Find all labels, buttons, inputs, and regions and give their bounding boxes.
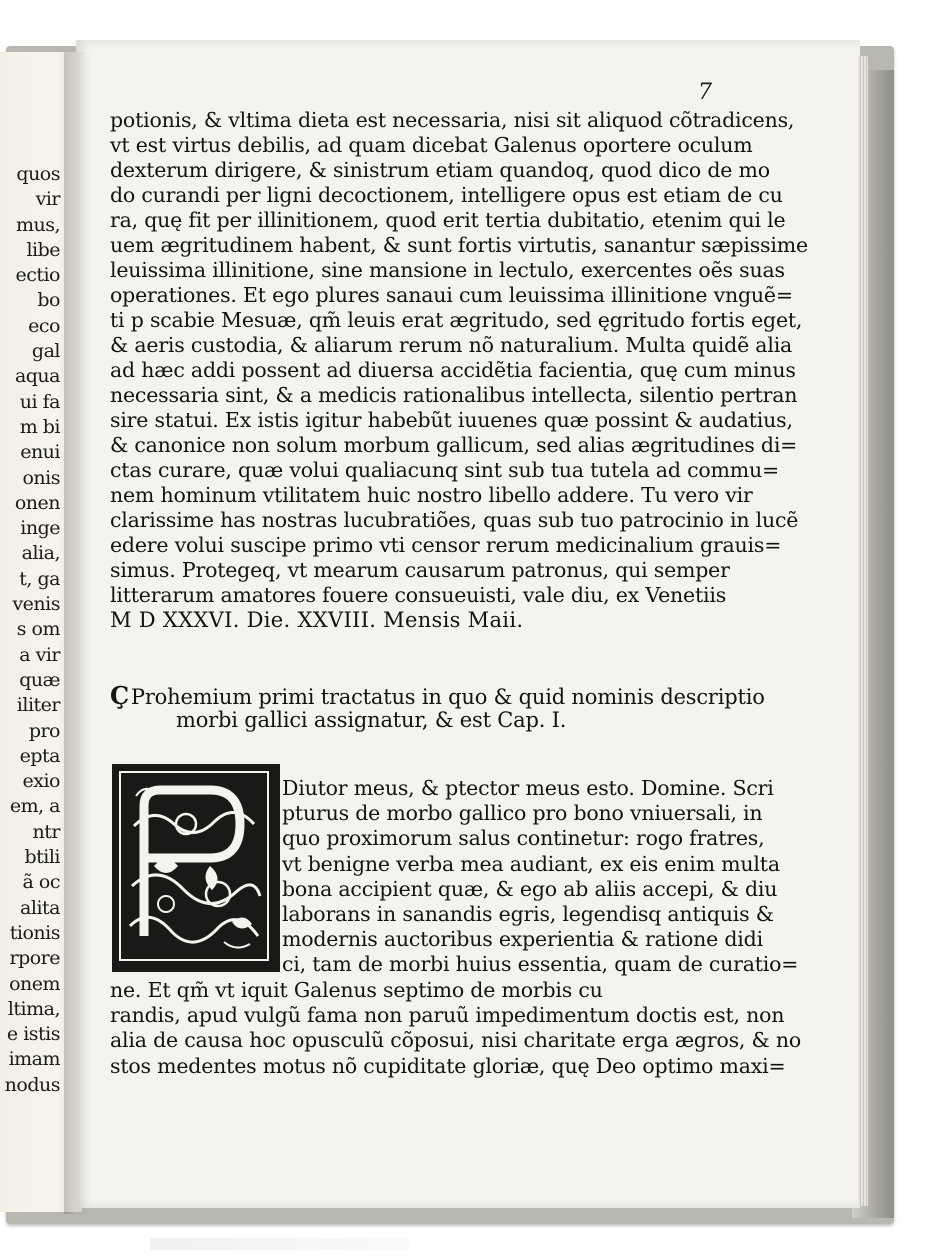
- body-text-line: & aeris custodia, & aliarum rerum nõ naturalium. Multa quidẽ alia: [110, 333, 793, 357]
- chapter-text-line: Diutor meus, & ptector meus esto. Domine. Scri: [282, 776, 774, 800]
- body-text-line: clarissime has nostras lucubratiões, quas sub tuo patrocinio in lucẽ: [110, 508, 799, 532]
- body-text-line: litterarum amatores fouere consueuisti, vale diu, ex Venetiis: [110, 583, 727, 607]
- left-page-fragment: ui fa: [19, 390, 60, 413]
- body-text-line: simus. Protegeq, vt mearum causarum patronus, qui semper: [110, 558, 730, 582]
- chapter-text-line: alia de causa hoc opusculũ cõposui, nisi charitate erga ægros, & no: [110, 1028, 802, 1053]
- page-number: 7: [698, 80, 712, 105]
- book-gutter: [64, 52, 90, 1214]
- left-page-fragment: mus,: [15, 213, 60, 236]
- body-text-line: sire statui. Ex istis igitur habebũt iuuenes quæ possint & audatius,: [110, 408, 793, 432]
- left-page-fragment: enui: [20, 441, 60, 464]
- body-text-line: dexterum dirigere, & sinistrum etiam quandoq, quod dico de mo: [110, 158, 770, 182]
- body-text-line: potionis, & vltima dieta est necessaria, nisi sit aliquod cõtradicens,: [110, 108, 795, 132]
- left-page-fragment: exio: [22, 770, 60, 793]
- left-page-fragment: tionis: [9, 921, 60, 944]
- body-text-line: uem ægritudinem habent, & sunt fortis virtutis, sanantur sæpissime: [110, 233, 808, 257]
- body-text-line: edere volui suscipe primo vti censor rerum medicinalium grauis=: [110, 533, 782, 557]
- chapter-text-line: quo proximorum salus continetur: rogo fratres,: [282, 826, 765, 851]
- body-text-line: ti p scabie Mesuæ, qm̃ leuis erat ægritudo, sed ęgritudo fortis eget,: [110, 308, 803, 332]
- left-page-text-fragments: [0, 162, 60, 1098]
- left-page-fragment: em, a: [9, 795, 60, 818]
- body-text-line: operationes. Et ego plures sanaui cum leuissima illinitione vnguẽ=: [110, 283, 793, 307]
- left-page-fragment: iliter: [16, 694, 60, 717]
- left-page-fragment: onem: [9, 972, 60, 995]
- left-page-fragment: a vir: [19, 643, 60, 666]
- chapter-text-line: modernis auctoribus experientia & ratione didi: [282, 927, 763, 952]
- left-page-fragment: imam: [8, 1048, 60, 1071]
- chapter-text-line: ci, tam de morbi huius essentia, quam de curatio=: [282, 952, 799, 977]
- body-text-line: necessaria sint, & a medicis rationalibus intellecta, silentio pertran: [110, 383, 798, 407]
- left-page-fragment: ectio: [15, 264, 60, 287]
- decorated-initial-woodcut: [112, 764, 280, 972]
- left-page-fragment: eco: [28, 314, 60, 337]
- chapter-text-line: pturus de morbo gallico pro bono vniuersali, in: [282, 801, 763, 826]
- body-text-line: & canonice non solum morbum gallicum, sed alias ægritudines di=: [110, 433, 798, 457]
- left-page-fragment: e istis: [6, 1023, 60, 1046]
- chapter-text-line: bona accipient quæ, & ego ab aliis accepi, & diu: [282, 876, 778, 901]
- left-page-fragment: nodus: [4, 1073, 60, 1096]
- left-page-fragment: epta: [19, 744, 60, 767]
- left-page-fragment: inge: [20, 517, 60, 540]
- chapter-text-line: ne. Et qm̃ vt iquit Galenus septimo de morbis cu: [110, 978, 603, 1002]
- left-page-fragment: quos: [16, 163, 60, 185]
- page-edges: [858, 56, 868, 1206]
- left-page-fragment: gal: [31, 340, 60, 363]
- body-text-line: ctas curare, quæ volui qualiacunq sint sub tua tutela ad commu=: [110, 458, 779, 482]
- pilcrow-mark: Ç: [110, 681, 129, 710]
- left-page-fragment: bo: [37, 289, 60, 312]
- chapter-text-line: randis, apud vulgũ fama non paruũ impedimentum doctis est, non: [110, 1003, 785, 1028]
- left-page-fragment: onen: [14, 491, 60, 514]
- body-text-line: ad hæc addi possent ad diuersa accidẽtia facientia, quę cum minus: [110, 358, 796, 382]
- body-text-line: do curandi per ligni decoctionem, intelligere opus est etiam de cu: [110, 183, 783, 207]
- body-text-line: nem hominum vtilitatem huic nostro libello addere. Tu vero vir: [110, 483, 753, 507]
- left-page-fragment: libe: [26, 238, 60, 261]
- left-page-fragment: venis: [12, 593, 60, 616]
- left-page-fragment: quæ: [19, 668, 60, 691]
- left-page-fragment: s om: [16, 618, 60, 641]
- left-page-fragment: alia,: [21, 542, 60, 565]
- chapter-text-line: stos medentes motus nõ cupiditate gloriæ, quę Deo optimo maxi=: [110, 1053, 786, 1078]
- left-page-fragment: onis: [22, 466, 60, 489]
- heading-line-1: [110, 683, 765, 710]
- left-page-fragment: ã oc: [22, 871, 60, 894]
- chapter-text-line: vt benigne verba mea audiant, ex eis enim multa: [282, 851, 780, 876]
- left-page-fragment: rpore: [9, 947, 60, 970]
- left-page-fragment: ntr: [32, 820, 60, 843]
- left-page-fragment: aqua: [14, 365, 60, 388]
- chapter-text-line: laborans in sanandis egris, legendisq antiquis &: [282, 902, 774, 926]
- left-page-fragment: btili: [24, 846, 60, 869]
- page-shadow: [150, 1238, 410, 1250]
- left-page-fragment: t, ga: [19, 567, 60, 590]
- heading-text-1: Prohemium primi tractatus in quo & quid nominis descriptio: [130, 685, 765, 709]
- date-line: M D XXXVI. Die. XXVIII. Mensis Maii.: [110, 608, 524, 632]
- left-page-fragment: pro: [28, 719, 60, 742]
- left-page-fragment: m bi: [19, 415, 60, 438]
- left-page-fragment: vir: [35, 188, 60, 211]
- body-text-line: ra, quę fit per illinitionem, quod erit tertia dubitatio, etenim qui le: [110, 208, 786, 232]
- body-text-line: vt est virtus debilis, ad quam dicebat Galenus oportere oculum: [110, 133, 753, 157]
- left-page-fragment: ltima,: [7, 997, 60, 1020]
- left-page-fragment: alita: [20, 896, 60, 919]
- heading-line-2: morbi gallici assignatur, & est Cap. I.: [176, 708, 567, 732]
- body-text-line: leuissima illinitione, sine mansione in lectulo, exercentes oẽs suas: [110, 258, 785, 282]
